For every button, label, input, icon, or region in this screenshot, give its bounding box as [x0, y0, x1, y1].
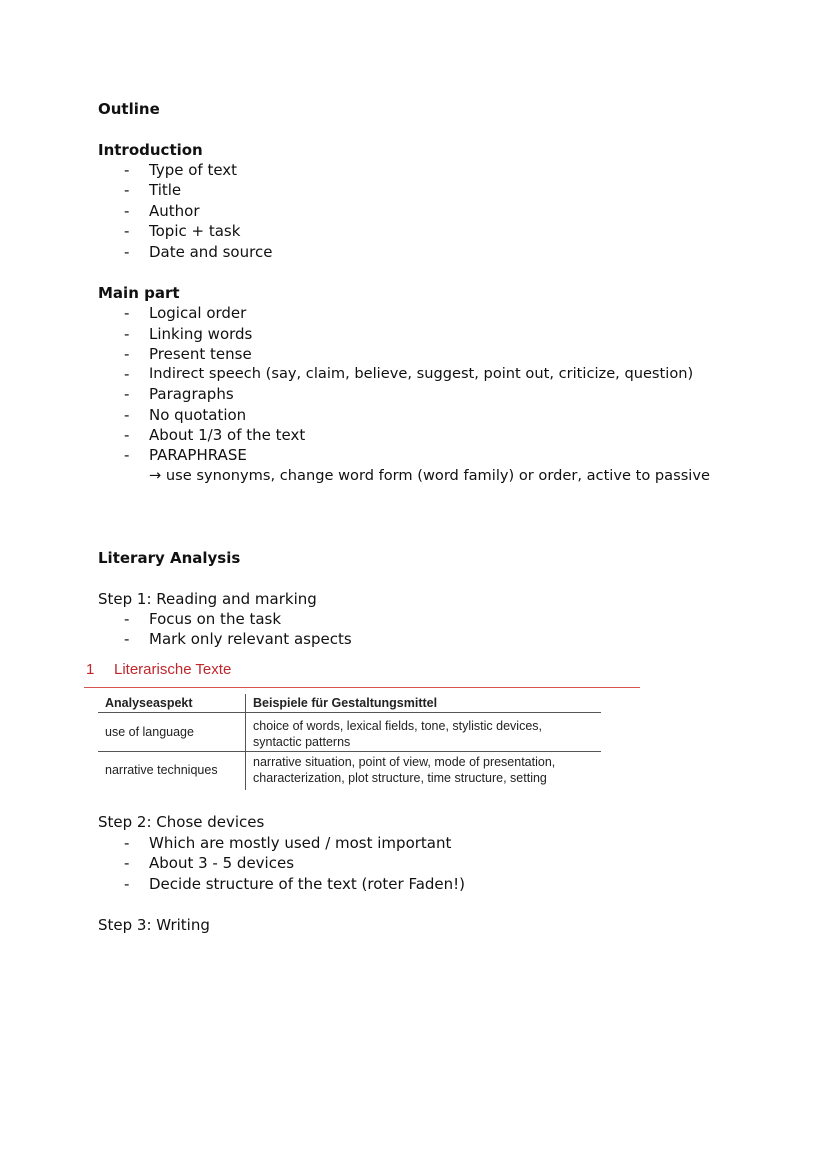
table-cell-aspect: narrative techniques	[105, 763, 218, 777]
list-item: About 3 - 5 devices	[149, 854, 295, 872]
paraphrase-note: → use synonyms, change word form (word family) or order, active to passive	[149, 467, 710, 484]
bullet-dash: -	[124, 325, 130, 343]
introduction-heading: Introduction	[98, 141, 203, 159]
step3-title: Step 3: Writing	[98, 916, 210, 934]
bullet-dash: -	[124, 446, 130, 464]
bullet-dash: -	[124, 202, 130, 220]
list-item: Topic + task	[149, 222, 241, 240]
bullet-dash: -	[124, 304, 130, 322]
bullet-dash: -	[124, 222, 130, 240]
bullet-dash: -	[124, 385, 130, 403]
bullet-dash: -	[124, 834, 130, 852]
table-cell-examples: syntactic patterns	[253, 735, 351, 749]
bullet-dash: -	[124, 345, 130, 363]
table-column-divider	[245, 694, 246, 790]
list-item: PARAPHRASE	[149, 446, 247, 464]
list-item: Focus on the task	[149, 610, 282, 628]
list-item: Present tense	[149, 345, 252, 363]
list-item: Mark only relevant aspects	[149, 630, 352, 648]
list-item: Author	[149, 202, 200, 220]
table-cell-examples: choice of words, lexical fields, tone, stylistic devices,	[253, 719, 543, 733]
snippet-section-number: 1	[86, 661, 95, 678]
bullet-dash: -	[124, 243, 130, 261]
table-row-rule	[98, 751, 601, 752]
bullet-dash: -	[124, 161, 130, 179]
table-header-aspect: Analyseaspekt	[105, 696, 193, 710]
snippet-section-title: Literarische Texte	[114, 661, 232, 678]
list-item: Which are mostly used / most important	[149, 834, 452, 852]
table-cell-aspect: use of language	[105, 725, 194, 739]
step2-title: Step 2: Chose devices	[98, 813, 265, 831]
bullet-dash: -	[124, 854, 130, 872]
bullet-dash: -	[124, 181, 130, 199]
step1-title: Step 1: Reading and marking	[98, 590, 317, 608]
list-item: No quotation	[149, 406, 247, 424]
bullet-dash: -	[124, 875, 130, 893]
bullet-dash: -	[124, 365, 130, 383]
outline-heading: Outline	[98, 100, 160, 118]
snippet-divider	[84, 687, 640, 688]
list-item: Type of text	[149, 161, 238, 179]
table-header-examples: Beispiele für Gestaltungsmittel	[253, 696, 438, 710]
main-part-heading: Main part	[98, 284, 180, 302]
list-item: Indirect speech (say, claim, believe, suggest, point out, criticize, question)	[149, 365, 694, 382]
list-item: Decide structure of the text (roter Faden!)	[149, 875, 466, 893]
list-item: Title	[149, 181, 182, 199]
bullet-dash: -	[124, 426, 130, 444]
bullet-dash: -	[124, 406, 130, 424]
list-item: Linking words	[149, 325, 253, 343]
list-item: Paragraphs	[149, 385, 234, 403]
bullet-dash: -	[124, 610, 130, 628]
list-item: Logical order	[149, 304, 247, 322]
table-header-rule	[98, 712, 601, 713]
literary-analysis-heading: Literary Analysis	[98, 549, 241, 567]
bullet-dash: -	[124, 630, 130, 648]
list-item: About 1/3 of the text	[149, 426, 306, 444]
table-cell-examples: narrative situation, point of view, mode of presentation,	[253, 755, 556, 769]
table-cell-examples: characterization, plot structure, time structure, setting	[253, 771, 547, 785]
list-item: Date and source	[149, 243, 273, 261]
